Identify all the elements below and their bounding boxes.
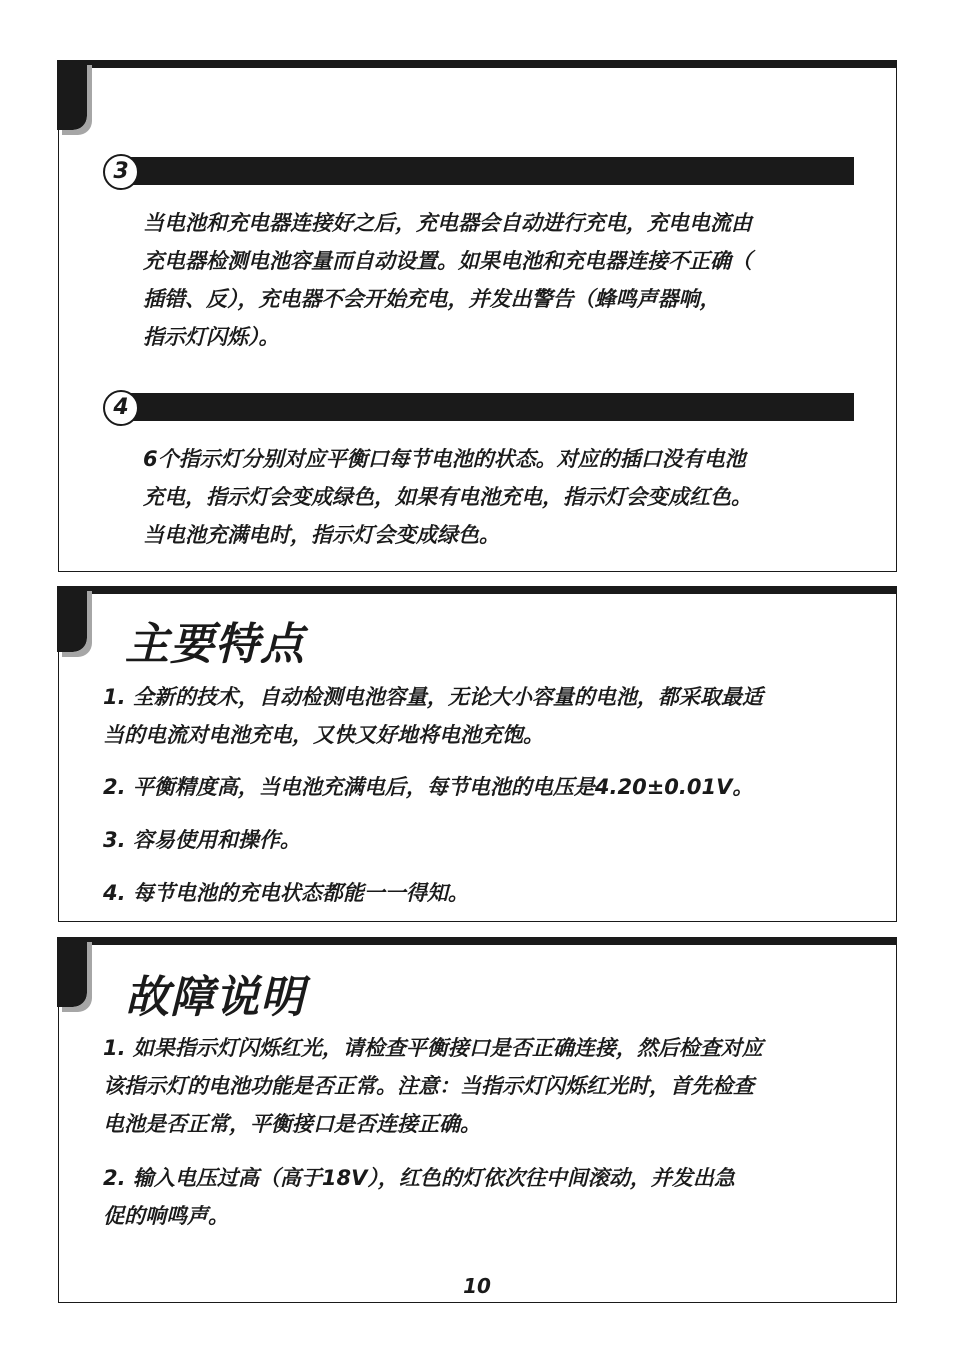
item-3-header-bar — [121, 157, 854, 185]
fault-item-2 — [103, 1159, 735, 1235]
page-number: 10 — [463, 1274, 491, 1298]
text-line: 该指示灯的电池功能是否正常。注意：当指示灯闪烁红光时，首先检查 — [103, 1074, 754, 1098]
text-line: 当电池充满电时，指示灯会变成绿色。 — [143, 523, 500, 547]
panel-corner-tab — [57, 937, 87, 1007]
item-4-text — [143, 440, 752, 554]
text-line: 3. 容易使用和操作。 — [103, 828, 301, 852]
features-panel — [58, 586, 897, 922]
fault-item-1 — [103, 1029, 763, 1143]
panel-corner-tab — [57, 586, 87, 652]
text-line: 电池是否正常，平衡接口是否连接正确。 — [103, 1112, 481, 1136]
feature-item-4 — [103, 874, 469, 912]
text-line: 1. 全新的技术，自动检测电池容量，无论大小容量的电池，都采取最适 — [103, 685, 763, 709]
text-line: 充电，指示灯会变成绿色，如果有电池充电，指示灯会变成红色。 — [143, 485, 752, 509]
text-line: 充电器检测电池容量而自动设置。如果电池和充电器连接不正确（ — [143, 249, 752, 273]
instructions-panel — [58, 60, 897, 572]
text-line: 指示灯闪烁）。 — [143, 325, 280, 349]
item-3-number-badge: 3 — [103, 154, 139, 190]
text-line: 当的电流对电池充电，又快又好地将电池充饱。 — [103, 723, 544, 747]
features-title: 主要特点 — [125, 619, 305, 670]
item-3-text — [143, 204, 752, 356]
text-line: 当电池和充电器连接好之后，充电器会自动进行充电，充电电流由 — [143, 211, 752, 235]
feature-item-2 — [103, 768, 753, 806]
troubleshooting-title: 故障说明 — [125, 972, 305, 1023]
text-line: 促的响鸣声。 — [103, 1204, 229, 1228]
text-line: 插错、反），充电器不会开始充电，并发出警告（蜂鸣声器响， — [143, 287, 721, 311]
item-4-number-badge: 4 — [103, 390, 139, 426]
feature-item-3 — [103, 821, 301, 859]
text-line: 2. 输入电压过高（高于18V），红色的灯依次往中间滚动，并发出急 — [103, 1166, 735, 1190]
text-line: 4. 每节电池的充电状态都能一一得知。 — [103, 881, 469, 905]
item-4-header-bar — [121, 393, 854, 421]
text-line: 1. 如果指示灯闪烁红光，请检查平衡接口是否正确连接，然后检查对应 — [103, 1036, 763, 1060]
feature-item-1 — [103, 678, 763, 754]
text-line: 6个指示灯分别对应平衡口每节电池的状态。对应的插口没有电池 — [143, 447, 746, 471]
troubleshooting-panel — [58, 937, 897, 1303]
panel-corner-tab — [57, 60, 87, 130]
text-line: 2. 平衡精度高，当电池充满电后，每节电池的电压是4.20±0.01V。 — [103, 775, 754, 799]
